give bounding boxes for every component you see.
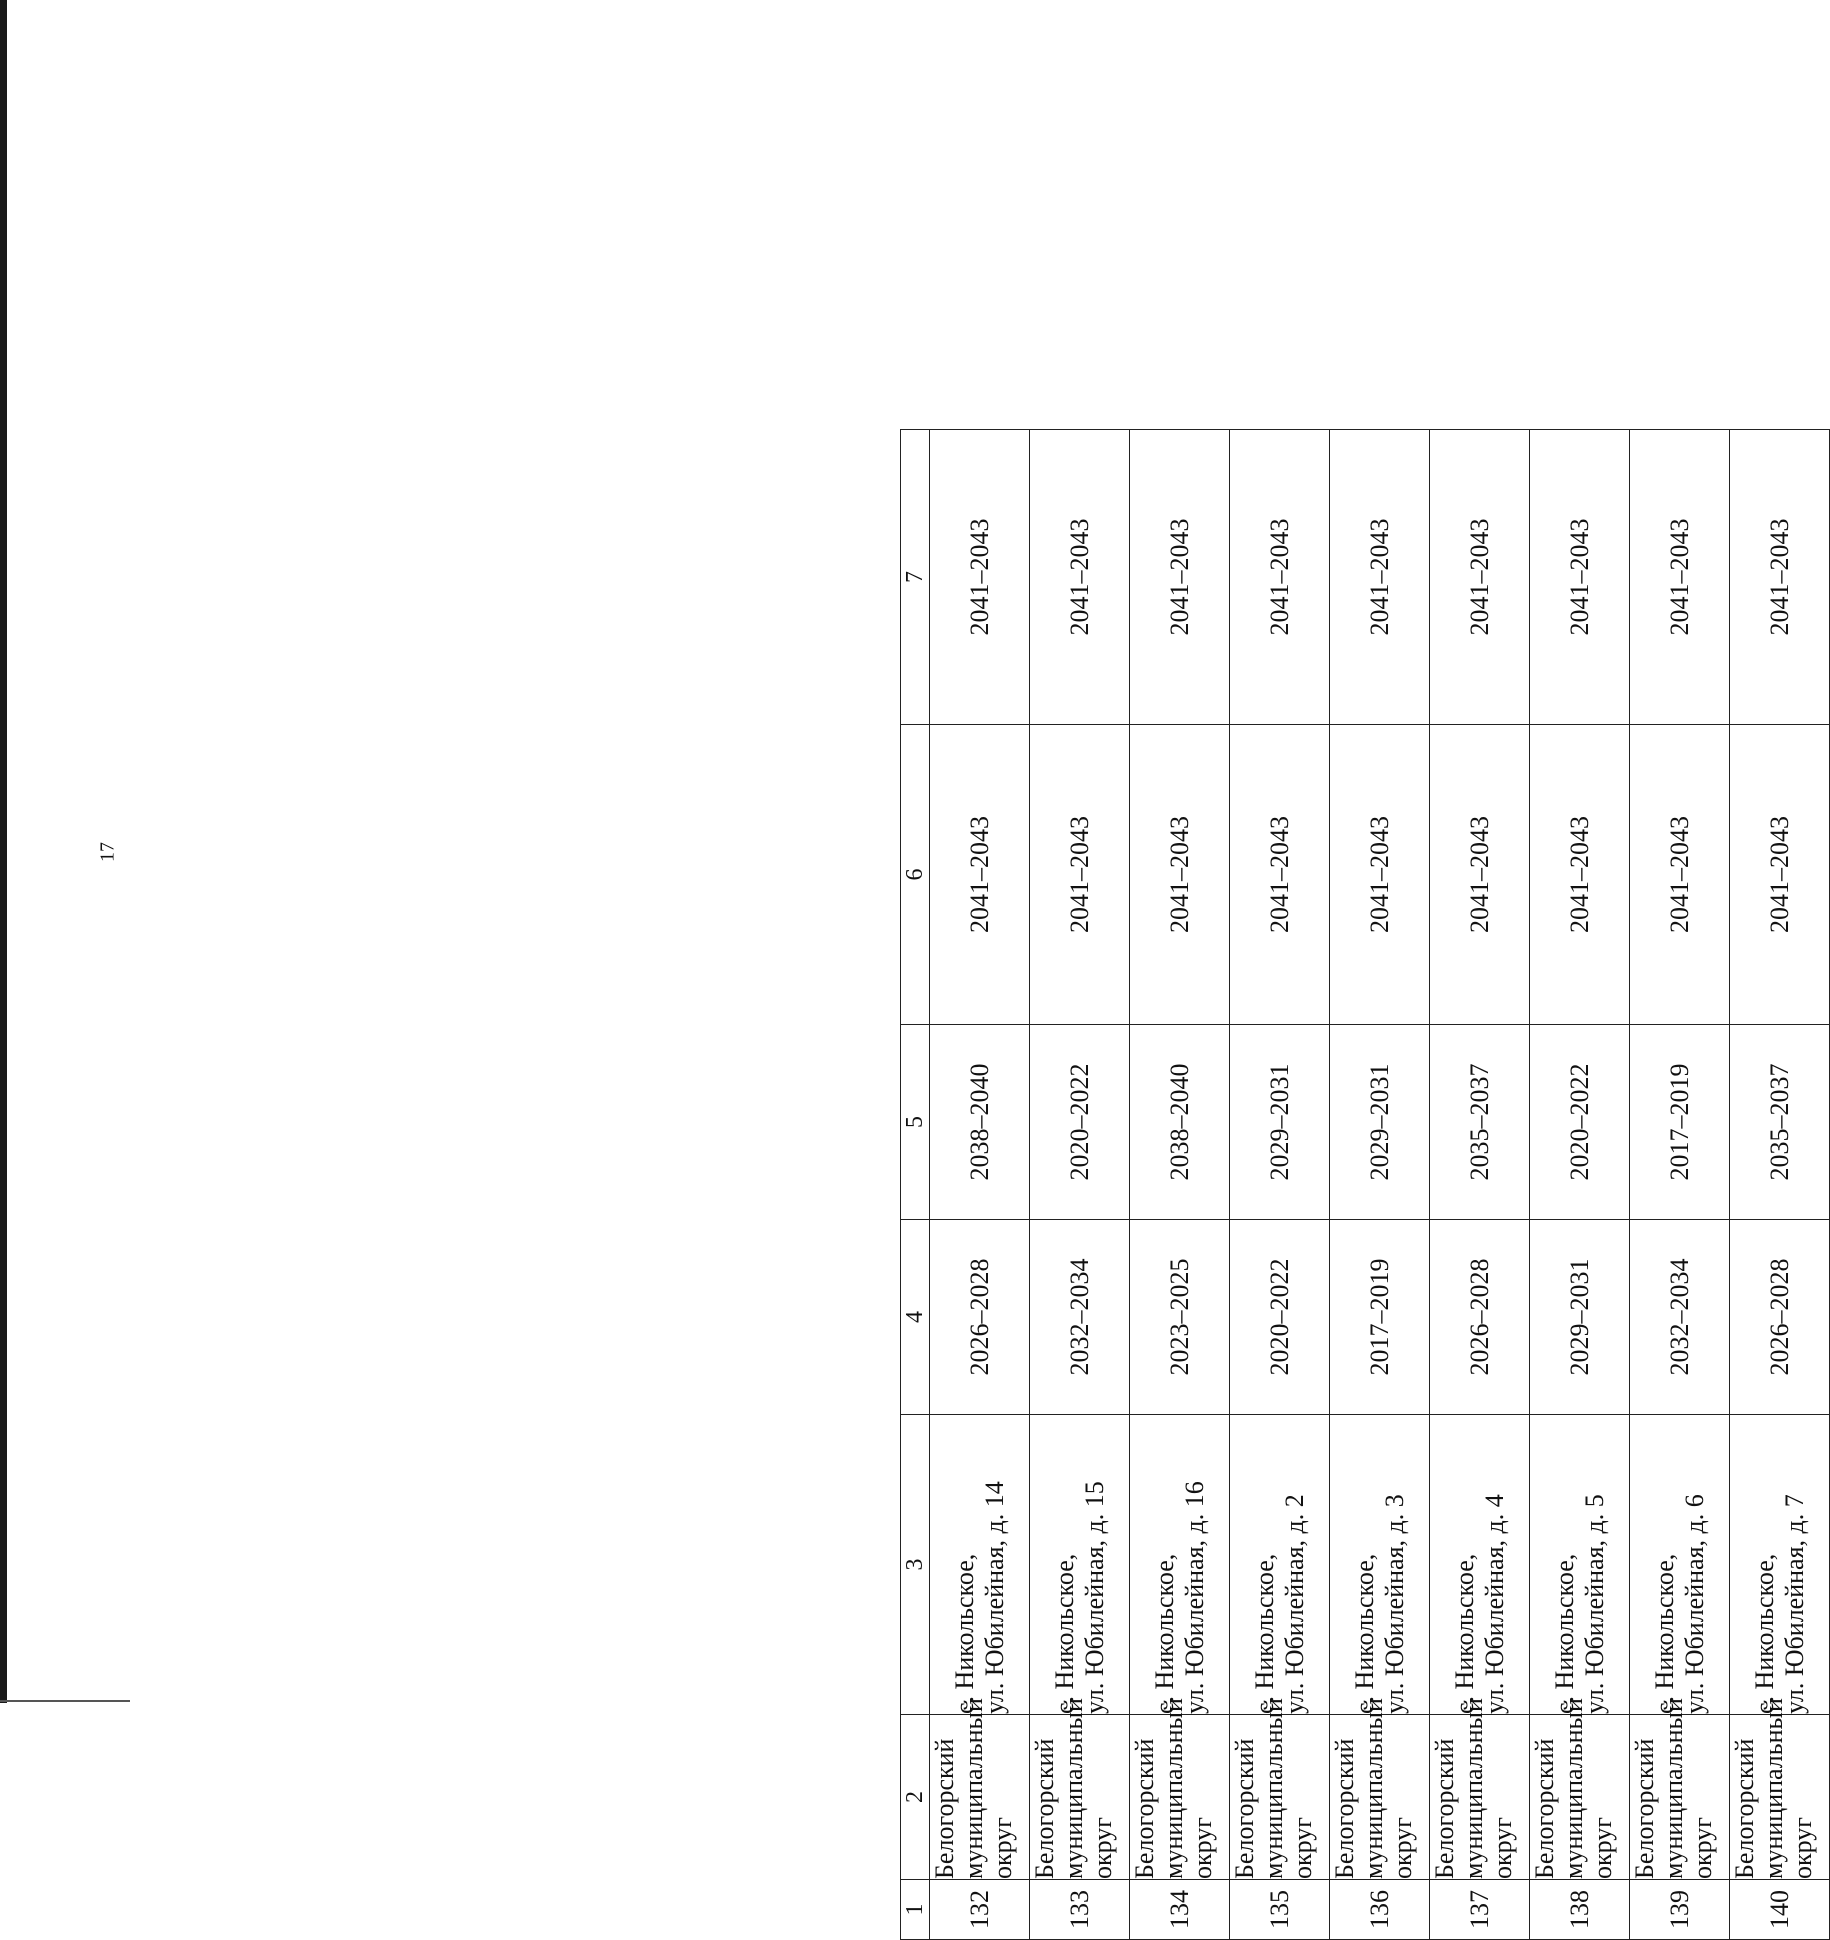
period-col-4: 2020–2022 [1230,1220,1330,1415]
period-col-4: 2032–2034 [1030,1220,1130,1415]
table-row [1230,430,1330,1940]
period-col-7: 2041–2043 [1430,430,1530,725]
district-line: муниципальный [1459,1698,1489,1879]
address-cell [1030,1415,1130,1715]
address-cell [1230,1415,1330,1715]
header-col-7: 7 [901,430,930,725]
period-col-6: 2041–2043 [1330,725,1430,1025]
header-col-1: 1 [901,1880,930,1940]
district-line: округ [1788,1817,1818,1879]
district-line: Белогорский [1030,1738,1059,1879]
rotated-table-wrapper [900,430,1830,1940]
row-number: 139 [1630,1880,1730,1940]
period-col-7: 2041–2043 [1030,430,1130,725]
district-cell [1630,1698,1730,1880]
district-line: округ [1088,1817,1118,1879]
district-line: Белогорский [1630,1738,1659,1879]
address-line: ул. Юбилейная, д. 5 [1579,1494,1609,1714]
district-line: муниципальный [959,1698,989,1879]
address-line: ул. Юбилейная, д. 6 [1679,1494,1709,1714]
district-cell [1330,1698,1430,1880]
row-number: 135 [1230,1880,1330,1940]
table-row [1730,430,1830,1940]
district-line: округ [1288,1817,1318,1879]
period-col-7: 2041–2043 [1730,430,1830,725]
address-line: ул. Юбилейная, д. 4 [1479,1494,1509,1714]
address-line: с. Никольское, [1650,1553,1680,1714]
period-col-5: 2020–2022 [1530,1025,1630,1220]
period-col-6: 2041–2043 [1430,725,1530,1025]
address-cell [1330,1415,1430,1715]
row-number: 138 [1530,1880,1630,1940]
table-header-row [901,430,930,1940]
header-col-2: 2 [901,1715,930,1880]
period-col-4: 2017–2019 [1330,1220,1430,1415]
scan-border-left [0,0,7,1703]
period-col-7: 2041–2043 [1530,430,1630,725]
table-body [930,430,1830,1940]
period-col-5: 2029–2031 [1230,1025,1330,1220]
district-cell [1430,1698,1530,1880]
header-col-4: 4 [901,1220,930,1415]
district-line: Белогорский [930,1738,959,1879]
address-line: с. Никольское, [1150,1553,1180,1714]
district-line: муниципальный [1659,1698,1689,1879]
district-cell [1030,1698,1130,1880]
address-line: с. Никольское, [1450,1553,1480,1714]
address-cell [1530,1415,1630,1715]
period-col-6: 2041–2043 [1030,725,1130,1025]
period-col-6: 2041–2043 [930,725,1030,1025]
page-number: 17 [96,842,119,862]
period-col-5: 2035–2037 [1430,1025,1530,1220]
period-col-5: 2020–2022 [1030,1025,1130,1220]
row-number: 137 [1430,1880,1530,1940]
address-line: ул. Юбилейная, д. 2 [1279,1494,1309,1714]
district-cell [1130,1698,1230,1880]
district-cell [930,1698,1030,1880]
district-line: округ [1688,1817,1718,1879]
period-col-7: 2041–2043 [1130,430,1230,725]
period-col-4: 2032–2034 [1630,1220,1730,1415]
period-col-4: 2026–2028 [1730,1220,1830,1415]
row-number: 140 [1730,1880,1830,1940]
district-line: муниципальный [1759,1698,1789,1879]
district-line: Белогорский [1130,1738,1159,1879]
district-line: Белогорский [1230,1738,1259,1879]
district-line: Белогорский [1430,1738,1459,1879]
table-row [1630,430,1730,1940]
row-number: 136 [1330,1880,1430,1940]
table-row [1530,430,1630,1940]
district-line: округ [1588,1817,1618,1879]
address-line: с. Никольское, [1750,1553,1780,1714]
scan-border-bottom [0,1700,130,1702]
schedule-table [900,429,1830,1940]
period-col-5: 2017–2019 [1630,1025,1730,1220]
address-line: с. Никольское, [1550,1553,1580,1714]
period-col-5: 2038–2040 [930,1025,1030,1220]
period-col-5: 2029–2031 [1330,1025,1430,1220]
address-line: ул. Юбилейная, д. 16 [1179,1481,1209,1714]
table-row [930,430,1030,1940]
district-line: округ [1388,1817,1418,1879]
district-line: муниципальный [1259,1698,1289,1879]
period-col-4: 2026–2028 [930,1220,1030,1415]
address-line: ул. Юбилейная, д. 7 [1779,1494,1809,1714]
district-line: Белогорский [1530,1738,1559,1879]
table-row [1130,430,1230,1940]
district-line: муниципальный [1159,1698,1189,1879]
period-col-6: 2041–2043 [1130,725,1230,1025]
district-line: округ [988,1817,1018,1879]
address-line: ул. Юбилейная, д. 15 [1079,1481,1109,1714]
address-line: ул. Юбилейная, д. 14 [979,1481,1009,1714]
district-cell [1530,1698,1630,1880]
row-number: 132 [930,1880,1030,1940]
district-cell [1730,1698,1830,1880]
district-line: муниципальный [1559,1698,1589,1879]
row-number: 133 [1030,1880,1130,1940]
period-col-6: 2041–2043 [1230,725,1330,1025]
header-col-3: 3 [901,1415,930,1715]
district-line: округ [1488,1817,1518,1879]
address-cell [1730,1415,1830,1715]
district-line: округ [1188,1817,1218,1879]
period-col-7: 2041–2043 [1630,430,1730,725]
district-line: муниципальный [1359,1698,1389,1879]
period-col-7: 2041–2043 [1330,430,1430,725]
period-col-4: 2029–2031 [1530,1220,1630,1415]
period-col-7: 2041–2043 [1230,430,1330,725]
address-cell [1430,1415,1530,1715]
district-line: муниципальный [1059,1698,1089,1879]
row-number: 134 [1130,1880,1230,1940]
header-col-6: 6 [901,725,930,1025]
header-col-5: 5 [901,1025,930,1220]
address-line: с. Никольское, [1250,1553,1280,1714]
period-col-6: 2041–2043 [1730,725,1830,1025]
district-cell [1230,1698,1330,1880]
address-line: с. Никольское, [1350,1553,1380,1714]
address-line: ул. Юбилейная, д. 3 [1379,1494,1409,1714]
table-row [1330,430,1430,1940]
period-col-6: 2041–2043 [1530,725,1630,1025]
address-line: с. Никольское, [950,1553,980,1714]
period-col-7: 2041–2043 [930,430,1030,725]
period-col-4: 2023–2025 [1130,1220,1230,1415]
period-col-5: 2038–2040 [1130,1025,1230,1220]
period-col-4: 2026–2028 [1430,1220,1530,1415]
table-row [1430,430,1530,1940]
address-line: с. Никольское, [1050,1553,1080,1714]
address-cell [1630,1415,1730,1715]
period-col-6: 2041–2043 [1630,725,1730,1025]
district-line: Белогорский [1330,1738,1359,1879]
period-col-5: 2035–2037 [1730,1025,1830,1220]
address-cell [930,1415,1030,1715]
table-row [1030,430,1130,1940]
district-line: Белогорский [1730,1738,1759,1879]
address-cell [1130,1415,1230,1715]
